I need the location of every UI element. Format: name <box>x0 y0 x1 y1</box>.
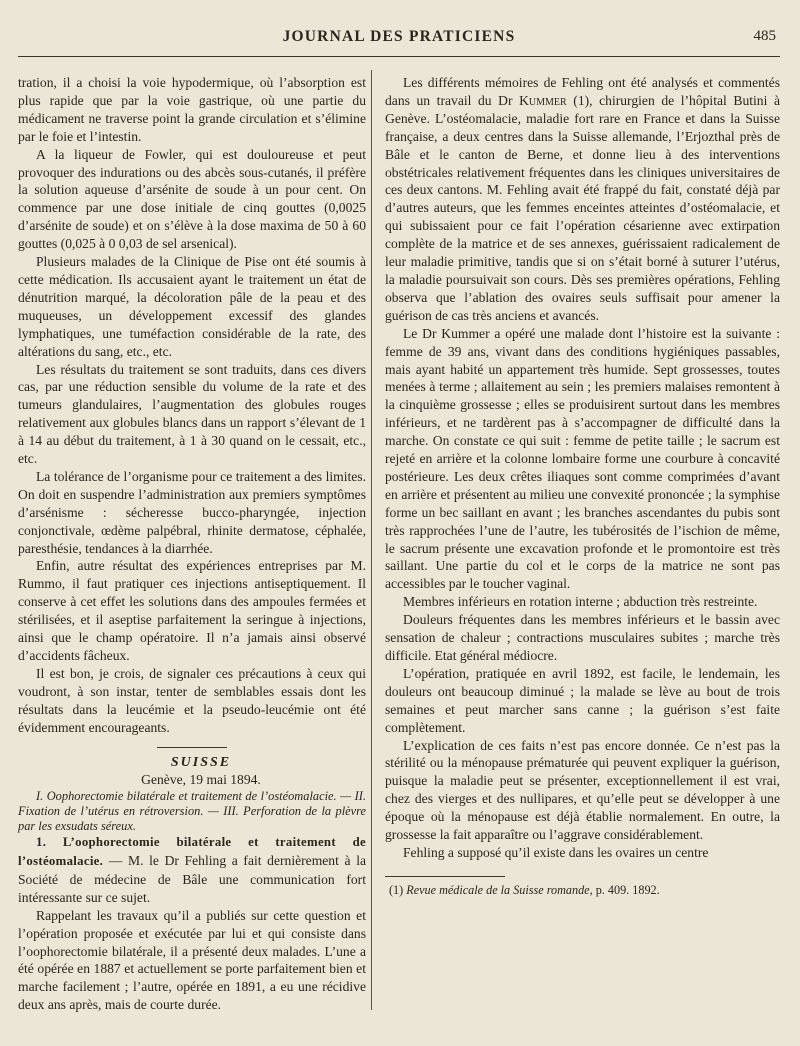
footnote <box>385 883 780 898</box>
paragraph: Il est bon, je crois, de signaler ces précautions à ceux qui voudront, à son instar, tenter de semblables essais dont les résultats dans la leucémie et la pseudo-leucémie ont été évidemment encourageants. <box>18 665 366 735</box>
footnote-journal: Revue médicale de la Suisse romande <box>406 882 590 897</box>
page-number: 485 <box>753 28 776 44</box>
paragraph <box>385 74 780 325</box>
header-rule <box>18 56 780 57</box>
article-lead: — M. le Dr Fehling a fait dernièrement à la Société de médecine de Bâle une communication fort intéressante sur ce sujet. <box>18 853 366 905</box>
paragraph: L’opération, pratiquée en avril 1892, est facile, le lendemain, les douleurs ont beaucoup diminué ; la malade se lève au bout de trois semaines et peut marcher sans canne ; la guérison s’est faite complètement. <box>385 665 780 735</box>
paragraph: Le Dr Kummer a opéré une malade dont l’histoire est la suivante : femme de 39 ans, vivant dans des conditions hygiéniques passables, mais ayant habité un appartement très humide. Sept grossesses, toutes menées à terme ; allaitement au sein ; les premiers malaises remontent à la cinquième grossesse ; elles se produisirent surtout dans les membres inférieurs, et ne tardèrent pas à s’accompagner de difficulté dans la marche. On constate ce qui suit : femme de petite taille ; le sacrum est rejeté en arrière et la colonne lombaire forme une courbure à concavité postérieure. Les deux crêtes iliaques sont comme comprimées d’avant en arrière et présentent au milieu une convexité prononcée ; la symphise forme un bec saillant en avant ; les branches ascendantes du pubis sont très rapprochées l’une de l’autre, les tubérosités de l’ischion de même, le sacrum présente une excavation profonde et le promontoire est très saillant. Une partie du col et le corps de la matrice ne sont pas accessibles par le toucher vaginal. <box>385 325 780 592</box>
footnote-rule <box>385 876 505 877</box>
section-separator <box>157 747 227 748</box>
paragraph: Fehling a supposé qu’il existe dans les ovaires un centre <box>403 844 709 860</box>
journal-title: JOURNAL DES PRATICIENS <box>282 28 516 45</box>
column-divider <box>371 70 372 1010</box>
text-run: (1), chirurgien de l’hôpital Butini à Genève. L’ostéomalacie, maladie fort rare en France et dans la Suisse française, a deux centres dans la Suisse allemande, l’Erjozthal près de Bâle et le canton de Berne, et donne lieu à des interventions obstétricales relativement fréquentes dans les cliniques universitaires de ces deux cantons. M. Fehling avait été frappé du fait, constaté déjà par d’autres auteurs, que les femmes enceintes atteintes d’ostéomalacie, et qui subissaient pour ce fait l’opération césarienne avec extirpation complète de la matrice et de ses annexes, guérissaient radicalement de leur maladie primitive, tandis que si on s’était borné à suturer l’utérus, la maladie poursuivait son cours. Dès ses premières opérations, Fehling observa que l’ablation des ovaires seuls suffisait pour amener la guérison de cas très anciens et avancés. <box>385 92 780 323</box>
footnote-rest: , p. 409. 1892. <box>589 882 660 897</box>
paragraph: Rappelant les travaux qu’il a publiés sur cette question et l’opération proposée et exécutée par lui et qui consiste dans l’oophorectomie bilatérale, il a présenté deux malades. L’une a été opérée en 1887 et actuellement se porte parfaitement bien et marche facilement ; l’autre, opérée en 1891, a eu une récidive deux ans après, mais de courte durée. <box>18 907 366 1013</box>
left-column <box>18 74 366 1014</box>
article-title: 1. L’oophorectomie bilatérale et traitement de l’ostéomalacie. <box>18 835 366 869</box>
paragraph: Les résultats du traitement se sont traduits, dans ces divers cas, par une réduction sensible du volume de la rate et des tumeurs glandulaires, l’augmentation des globules rouges relativement aux globules blancs dans un rapport s’élevant de 1 à 14 au début du traitement, à 1 à 30 quand on le cessait, etc., etc. <box>18 361 366 467</box>
article-intro <box>18 833 366 907</box>
paragraph: A la liqueur de Fowler, qui est douloureuse et peut provoquer des indurations ou des abcès sous-cutanés, il préfère la solution aqueuse d’arsénite de soude à un pour cent. On commence par une dose initiale de cinq gouttes (0,0025 d’arsénite de soude) et on s’élève à la dose maxima de 50 à 60 gouttes (0,025 à 0 0,03 de sel arsenical). <box>18 146 366 252</box>
running-header <box>18 28 780 50</box>
dateline: Genève, 19 mai 1894. <box>141 772 261 788</box>
paragraph: tration, il a choisi la voie hypodermique, où l’absorption est plus rapide que par la voie gastrique, où une partie du médicament ne traverse point la grande circulation et s’élimine par le foie et l’intestin. <box>18 75 366 144</box>
author-name: Kummer <box>519 92 567 108</box>
paragraph: Enfin, autre résultat des expériences entreprises par M. Rummo, il faut pratiquer ces injections antiseptiquement. Il conserve à cet effet les solutions dans des ampoules fermées et stérilisées, et il aseptise parfaitement la seringue à injections, ainsi que le champ opératoire. Il n’a jamais ainsi observé d’accidents fâcheux. <box>18 558 366 663</box>
footnote-marker: (1) <box>389 882 407 897</box>
paragraph: Plusieurs malades de la Clinique de Pise ont été soumis à cette médication. Ils accusaient ayant le traitement un état de dénutrition marqué, la décoloration pâle de la peau et des muqueuses, un développement excessif des glandes lymphatiques, une tuméfaction considérable de la rate, des altérations du sang, etc., etc. <box>18 254 366 359</box>
section-heading: SUISSE <box>170 754 232 770</box>
article-summary: I. Oophorectomie bilatérale et traitement de l’ostéomalacie. — II. Fixation de l’utérus en rétroversion. — III. Perforation de la plèvre par les exsudats séreux. <box>18 789 366 833</box>
text-run: Les différents mémoires de Fehling ont été analysés et commentés dans un travail du Dr <box>385 75 780 108</box>
paragraph: Douleurs fréquentes dans les membres inférieurs et le bassin avec sensation de chaleur ; contractions musculaires subites ; marche très difficile. Etat général médiocre. <box>385 612 780 663</box>
paragraph: Membres inférieurs en rotation interne ; abduction très restreinte. <box>403 594 758 610</box>
right-column <box>385 74 780 898</box>
paragraph: L’explication de ces faits n’est pas encore donnée. Ce n’est pas la stérilité ou la ménopause prématurée qui peuvent expliquer la guérison, puisque la maladie peut se présenter, exceptionnellement il est vrai, chez des vierges et des nullipares, et qu’elle peut se développer à une époque où la ménopause est déjà établie normalement. En outre, la grossesse la fait apparaître ou l’aggrave considérablement. <box>385 737 780 843</box>
paragraph: La tolérance de l’organisme pour ce traitement a des limites. On doit en suspendre l’administration aux premiers symptômes d’arsénisme : sécheresse bucco-pharyngée, injection conjonctivale, œdème palpébral, rhinite dermatose, céphalée, paresthésie, tendances à la diarrhée. <box>18 468 366 556</box>
